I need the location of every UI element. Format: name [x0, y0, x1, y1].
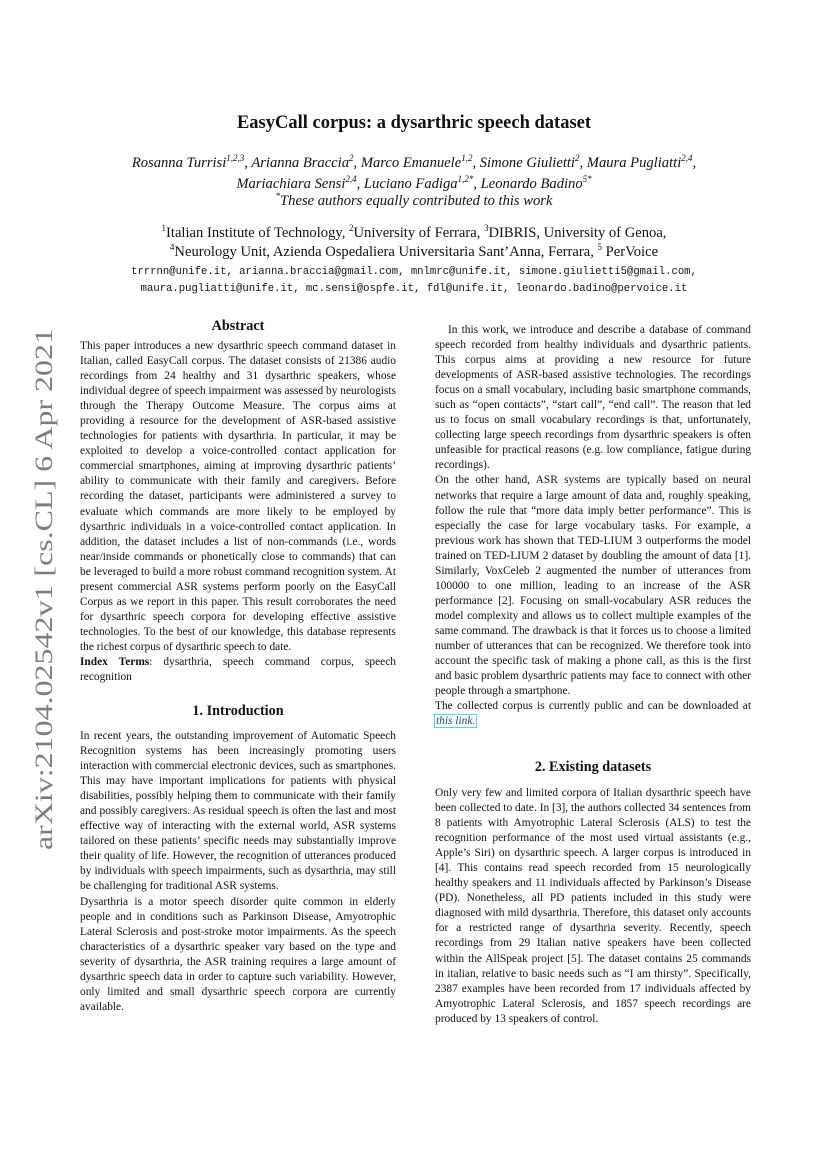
abstract-heading: Abstract — [211, 318, 265, 334]
affil-sup: 2 — [349, 223, 354, 233]
paragraph: In this work, we introduce and describe a database of command speech recorded from healthy individuals and dysarthric patients. This corpus aims at providing a new resource for future developments of ASR-based assistive technologies. The recordings focus on a small vocabulary, including basic smartphone commands, such as “open contacts”, “start call”, “end call”. The reason that led us to focus on small vocabulary recordings is that, unfortunately, collecting large speech recordings from dysarthric speakers is often unfeasible for practical reasons (e.g. low compliance, fatigue during recordings). — [435, 324, 751, 472]
author-sup: 2,4 — [681, 153, 693, 163]
author-sup: 2 — [349, 153, 354, 163]
arxiv-stamp — [8, 320, 68, 860]
author-name: , Leonardo Badino — [473, 176, 583, 192]
author-name: , Arianna Braccia — [244, 155, 350, 171]
paper-title: EasyCall corpus: a dysarthric speech dataset — [236, 113, 592, 133]
index-terms — [80, 655, 396, 685]
author-name: , Marco Emanuele — [353, 155, 462, 171]
author-sup: 2,4 — [345, 174, 357, 184]
paragraph: In recent years, the outstanding improvement of Automatic Speech Recognition systems has been increasingly promoting users interaction with commercial electronic devices, such as smartphones. This may have important implications for patients with physical disabilities, possibly helping them to communicate with their family and possibly caregivers. As residual speech is often the last and most effective way of interacting with the external world, ASR systems tailored on these patients’ specific needs may substantially improve their quality of life. However, the recognition of utterances produced by individuals with speech impairments, such as dysarthria, may still be challenging for traditional ASR systems. — [80, 730, 396, 893]
author-name: , Luciano Fadiga — [356, 176, 458, 192]
author-line-1: Rosanna Turrisi$^{1,2,3}$, Arianna Braccia$^2$, Marco Emanuele$^{1,2}$, Simone Giulietti$^2$, Maura Pugliatti$^{2,4}$, — [131, 153, 697, 171]
affiliation: Neurology Unit, Azienda Ospedaliera Universitaria Sant’Anna, Ferrara, — [174, 244, 598, 260]
introduction-heading: 1. Introduction — [192, 703, 284, 719]
introduction-body — [80, 729, 396, 1015]
affiliation-line-1 — [60, 223, 768, 244]
affiliation-line-2 — [60, 242, 768, 263]
abstract-text: This paper introduces a new dysarthric speech command dataset in Italian, called EasyCall corpus. The dataset consists of 21386 audio recordings from 24 healthy and 31 dysarthric speakers, whose individual degree of speech impairment was assessed by neurologists through the Therapy Outcome Measure. The corpus aims at providing a resource for the development of ASR-based assistive technologies for patients with dysarthria. In particular, it may be exploited to develop a voice-controlled contact application for commercial smartphones, aiming at improving dysarthric patients’ ability to communicate with their family and caregivers. Before recording the dataset, participants were administered a survey to evaluate which commands are more likely to be employed by dysarthric individuals in a voice-controlled contact application. In addition, the dataset includes a list of non-commands (i.e., words near/inside commands or phonetically close to commands) that can be leveraged to build a more robust command recognition system. At present commercial ASR systems perform poorly on the EasyCall Corpus as we report in this paper. This result corroborates the need for dysarthric speech corpora for developing effective assistive technologies. To the best of our knowledge, this database represents the richest corpus of dysarthric speech to date. — [80, 340, 396, 653]
right-column-intro — [435, 323, 751, 729]
index-terms-label: Index Terms — [80, 655, 150, 668]
equal-contribution-note — [60, 191, 768, 212]
author-sup: 1,2* — [457, 174, 474, 184]
equal-note-text: These authors equally contributed to this work — [280, 193, 553, 209]
author-sup: 5* — [582, 174, 592, 184]
affiliation: University of Ferrara, — [353, 225, 485, 241]
email-line-1: trrrnn@unife.it, arianna.braccia@gmail.com, mnlmrc@unife.it, simone.giulietti5@gmail.com, — [131, 266, 697, 278]
affiliation: PerVoice — [602, 244, 659, 260]
author-name: , Maura Pugliatti — [579, 155, 682, 171]
index-terms-text: : dysarthria, speech command corpus, speech recognition — [80, 655, 396, 684]
author-name: Mariachiara Sensi — [236, 176, 346, 192]
affil-sup: 4 — [169, 242, 175, 252]
affiliation: DIBRIS, University of Genoa, — [488, 225, 667, 241]
equal-sup: * — [275, 191, 281, 201]
affil-sup: 5 — [597, 242, 602, 252]
paragraph: Only very few and limited corpora of Italian dysarthric speech have been collected to date. In [3], the authors collected 34 sentences from 8 patients with Amyotrophic Lateral Sclerosis (ALS) to test the recognition performance of the most used virtual assistants (e.g., Apple’s Siri) on dysarthric speech. A larger corpus is introduced in [4]. This contains read speech recorded from 15 neurologically healthy speakers and 11 individuals affected by Parkinson’s Disease (PD). Nonetheless, all PD patients included in this study were diagnosed with mild dysarthria. Therefore, this dataset only accounts for a restricted range of dysarthria severity. Recently, speech recordings from 29 Italian native speakers have been collected within the AllSpeak project [5]. The dataset contains 25 commands in italian, relative to basic needs such as “I am thirsty”. Specifically, 2387 examples have been recorded from 17 individuals affected by Amyotrophic Lateral Sclerosis, and 1857 speech recordings are produced by 13 speakers of control. — [435, 787, 751, 1025]
author-name: , Simone Giulietti — [472, 155, 575, 171]
download-text: The collected corpus is currently public and can be downloaded at — [435, 700, 751, 713]
author-sup: 1,2 — [461, 153, 473, 163]
author-name: Rosanna Turrisi — [131, 155, 227, 171]
email-line-2: maura.pugliatti@unife.it, mc.sensi@ospfe.it, fdl@unife.it, leonardo.badino@pervoice.it — [140, 283, 688, 295]
existing-datasets-heading: 2. Existing datasets — [534, 759, 652, 775]
paragraph: Dysarthria is a motor speech disorder quite common in elderly people and in conditions such as Parkinson Disease, Amyotrophic Lateral Sclerosis and post-stroke motor impairments. As the speech characteristics of a dysarthric speaker vary based on the type and severity of dysarthria, the ASR training requires a large amount of dysarthric speech data in order to capture such variability. However, only limited and small dysarthric speech corpora are currently available. — [80, 895, 396, 1013]
affil-sup: 1 — [161, 223, 167, 233]
download-link[interactable]: this link. — [436, 715, 476, 728]
arxiv-stamp-svg — [8, 320, 68, 860]
arxiv-identifier: arXiv:2104.02542v1 [cs.CL] 6 Apr 2021 — [29, 433, 58, 850]
existing-datasets-body — [435, 786, 751, 1027]
author-sup: 1,2,3 — [226, 153, 245, 163]
abstract-body — [80, 339, 396, 685]
paragraph — [435, 699, 751, 729]
paragraph: On the other hand, ASR systems are typically based on neural networks that require a large amount of data and, roughly speaking, follow the rule that “more data imply better performance”. This is especially the case for large vocabulary tasks. For example, a previous work has shown that TED-LIUM 3 outperforms the model trained on TED-LIUM 2 dataset by doubling the amount of data [1]. Similarly, VoxCeleb 2 augmented the number of utterances from 100000 to one million, leading to an increase of the ASR performance [2]. Focusing on small-vocabulary ASR reduces the model complexity and allows us to collect multiple examples of the same command. The drawback is that it forces us to choose a limited number of utterances that can be recognized. We therefore took into account the specific task of making a phone call, as this is the first and basic problem dysarthric patients may face to connect with other people through a smartphone. — [435, 474, 751, 698]
author-sup: 2 — [575, 153, 580, 163]
affiliation: Italian Institute of Technology, — [166, 225, 350, 241]
affil-sup: 3 — [484, 223, 489, 233]
